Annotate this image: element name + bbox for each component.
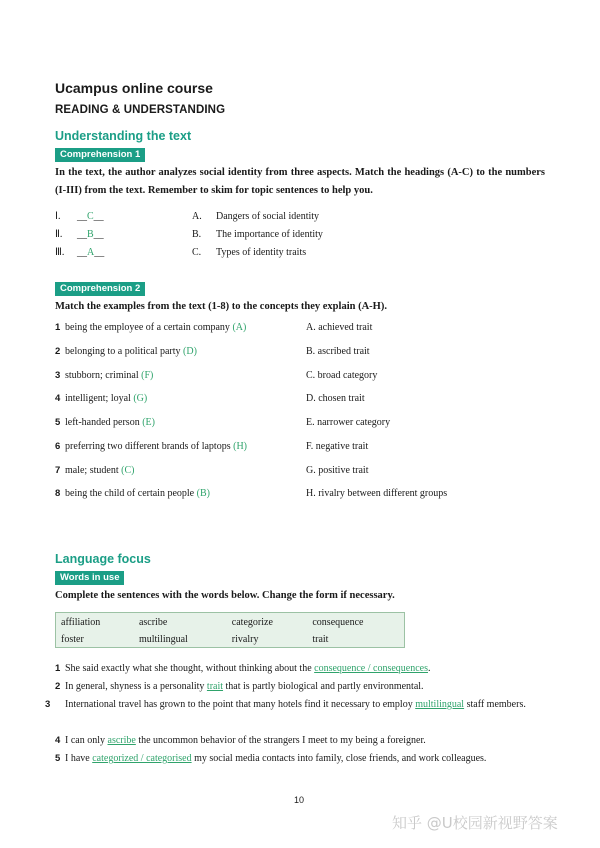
answer: (H) (233, 441, 247, 452)
roman-numeral: Ⅲ. (55, 247, 65, 258)
section-title: READING & UNDERSTANDING (55, 104, 226, 116)
answer: categorized / categorised (92, 753, 192, 764)
comp2-example (55, 322, 246, 333)
sentence-item (55, 678, 547, 695)
sentence-text: . (427, 663, 431, 674)
sentence-text: I have (65, 753, 93, 764)
comprehension-1-label: Comprehension 1 (55, 148, 145, 162)
roman-numeral: Ⅱ. (55, 229, 63, 240)
sentence-text: that is partly biological and partly environmental. (223, 681, 424, 692)
comp2-example (55, 488, 210, 499)
language-focus-heading: Language focus (55, 552, 151, 566)
watermark: 知乎 @U校园新视野答案 (392, 814, 558, 832)
item-number: 7 (55, 465, 61, 476)
answer: trait (206, 681, 224, 692)
answer: (D) (183, 346, 197, 357)
word-bank (55, 612, 405, 648)
sentence-text: She said exactly what she thought, without thinking about the (65, 663, 315, 674)
sentence-item (45, 696, 547, 713)
example-text: being the employee of a certain company (65, 322, 230, 333)
example-text: intelligent; loyal (65, 393, 131, 404)
words-in-use-label: Words in use (55, 571, 124, 585)
item-number: 1 (55, 663, 61, 674)
option-text: The importance of identity (216, 229, 323, 240)
option-letter: A. (192, 211, 202, 222)
sentence-text: In general, shyness is a personality (65, 681, 207, 692)
answer: (B) (196, 488, 210, 499)
item-number: 4 (55, 735, 61, 746)
sentence-item (55, 660, 547, 677)
course-title: Ucampus online course (55, 80, 213, 96)
item-number: 6 (55, 441, 61, 452)
word-bank-word: trait (312, 633, 329, 645)
answer: consequence / consequences (314, 663, 428, 674)
word-bank-word: categorize (231, 616, 273, 628)
answer: ascribe (107, 735, 136, 746)
word-bank-word: rivalry (231, 633, 259, 645)
blank: __ (93, 229, 104, 240)
comp1-heading-option (192, 229, 323, 240)
words-in-use-instruction: Complete the sentences with the words below. Change the form if necessary. (55, 590, 395, 601)
answer: B (87, 229, 94, 240)
comp1-item (55, 211, 104, 222)
comp2-concept: B. ascribed trait (306, 346, 370, 357)
comp1-heading-option (192, 247, 306, 258)
option-text: Types of identity traits (216, 247, 307, 258)
comp2-example (55, 441, 247, 452)
comprehension-1-instruction: In the text, the author analyzes social identity from three aspects. Match the headings (A-C) to the numbers (I-III) from the text. Remember to skim for topic sentences to help you. (55, 167, 545, 196)
word-bank-row (56, 630, 405, 648)
answer: A (87, 247, 95, 258)
sentence-text: my social media contacts into family, close friends, and work colleagues. (191, 753, 487, 764)
item-number: 2 (55, 681, 61, 692)
comprehension-2-instruction: Match the examples from the text (1-8) to the concepts they explain (A-H). (55, 301, 387, 312)
answer: (A) (232, 322, 247, 333)
item-number: 3 (55, 370, 61, 381)
blank: __ (94, 247, 105, 258)
comp1-item (55, 229, 104, 240)
comp2-concept: F. negative trait (306, 441, 369, 452)
comp2-example (55, 346, 197, 357)
page-number: 10 (294, 795, 305, 805)
example-text: male; student (65, 465, 119, 476)
blank: __ (77, 229, 87, 240)
item-number: 5 (55, 417, 61, 428)
item-number: 3 (45, 699, 51, 710)
understanding-heading: Understanding the text (55, 129, 192, 143)
comp2-concept: H. rivalry between different groups (306, 488, 448, 499)
answer: multilingual (415, 699, 465, 710)
blank: __ (77, 247, 87, 258)
sentence-text: staff members. (464, 699, 526, 710)
item-number: 8 (55, 488, 61, 499)
comprehension-2-label: Comprehension 2 (55, 282, 145, 296)
item-number: 2 (55, 346, 61, 357)
comp2-example (55, 370, 153, 381)
blank: __ (77, 211, 87, 222)
item-number: 5 (55, 753, 61, 764)
sentence-item (55, 750, 547, 767)
comp2-concept: G. positive trait (306, 465, 369, 476)
roman-numeral: Ⅰ. (55, 211, 61, 222)
comp2-concept: E. narrower category (306, 417, 391, 428)
item-number: 1 (55, 322, 61, 333)
option-text: Dangers of social identity (216, 211, 320, 222)
word-bank-word: consequence (312, 616, 364, 628)
comp2-concept: A. achieved trait (306, 322, 373, 333)
option-letter: C. (192, 247, 202, 258)
answer: (E) (142, 417, 155, 428)
example-text: preferring two different brands of laptops (65, 441, 231, 452)
sentence-item (55, 732, 547, 749)
comp1-heading-option (192, 211, 319, 222)
answer: C (87, 211, 94, 222)
word-bank-word: multilingual (138, 633, 188, 645)
word-bank-row (56, 613, 405, 631)
blank: __ (93, 211, 104, 222)
sentence-text: International travel has grown to the point that many hotels find it necessary to employ (65, 699, 416, 710)
sentence-text: the uncommon behavior of the strangers I meet to my being a foreigner. (135, 735, 426, 746)
word-bank-word: affiliation (61, 616, 101, 628)
comp2-example (55, 393, 147, 404)
example-text: being the child of certain people (65, 488, 195, 499)
example-text: belonging to a political party (65, 346, 181, 357)
word-bank-word: foster (61, 633, 84, 645)
option-letter: B. (192, 229, 202, 240)
answer: (F) (141, 370, 154, 381)
example-text: left-handed person (65, 417, 140, 428)
item-number: 4 (55, 393, 61, 404)
word-bank-word: ascribe (138, 616, 168, 628)
sentence-text: I can only (65, 735, 108, 746)
comp1-item (55, 247, 104, 258)
comp2-example (55, 417, 155, 428)
example-text: stubborn; criminal (65, 370, 139, 381)
comp2-example (55, 465, 134, 476)
answer: (C) (121, 465, 135, 476)
comp2-concept: C. broad category (306, 370, 378, 381)
comp2-concept: D. chosen trait (306, 393, 365, 404)
answer: (G) (133, 393, 148, 404)
